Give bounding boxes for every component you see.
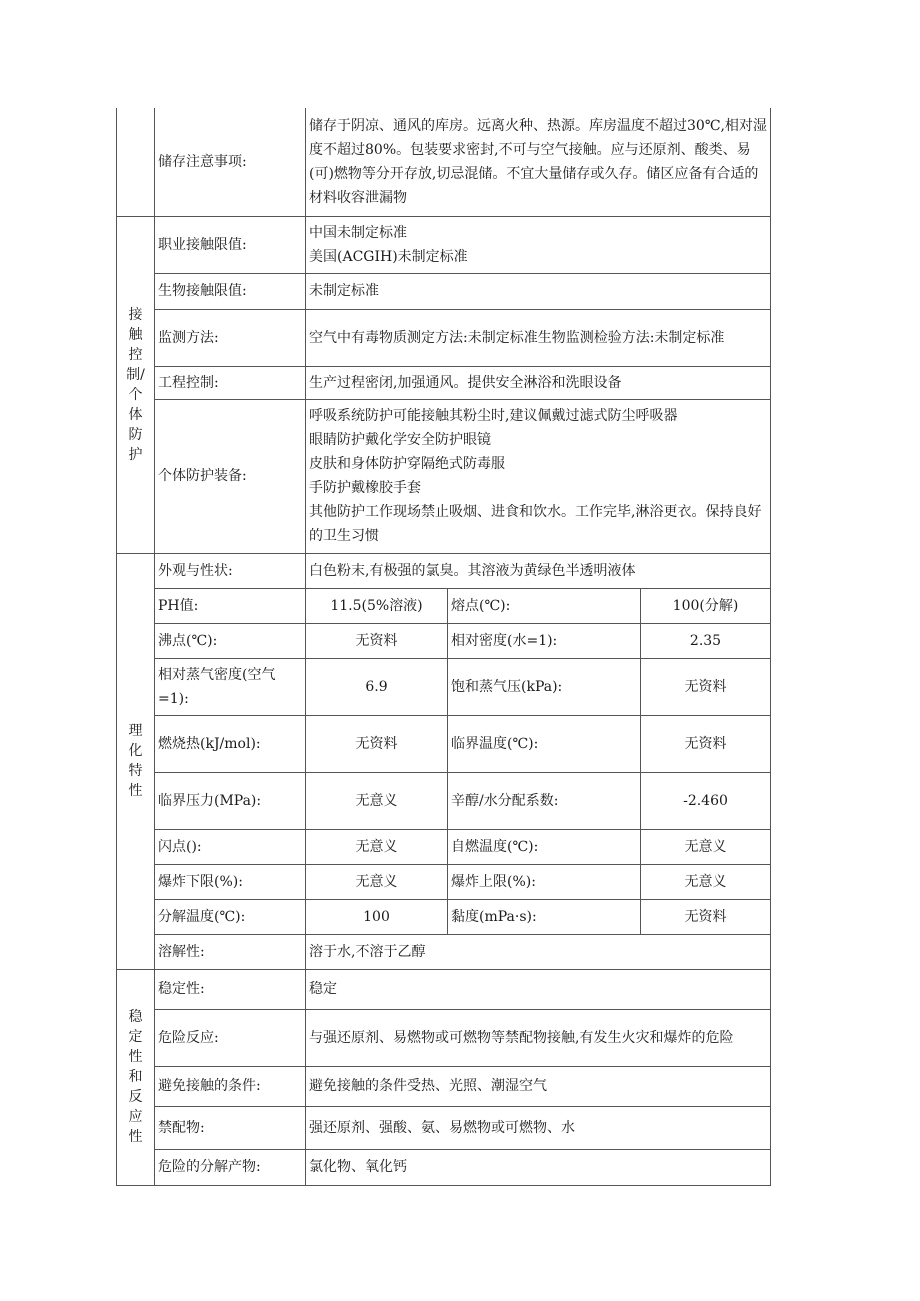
- property-value: -2.460: [641, 772, 771, 829]
- property-value: 无资料: [641, 899, 771, 934]
- stability-label: 危险反应:: [155, 1009, 306, 1066]
- bio-limit-label: 生物接触限值:: [155, 273, 306, 309]
- property-value: 6.9: [306, 658, 448, 715]
- property-value: 无意义: [641, 864, 771, 899]
- storage-row: [117, 108, 771, 216]
- property-label: 相对密度(水=1):: [448, 623, 641, 658]
- stability-row: [117, 1149, 771, 1185]
- ppe-value: [306, 399, 771, 553]
- monitor-label: 监测方法:: [155, 309, 306, 366]
- ppe-line: 手防护戴橡胶手套: [309, 480, 421, 496]
- property-label: 相对蒸气密度(空气=1):: [155, 658, 306, 715]
- stability-value: 与强还原剂、易燃物或可燃物等禁配物接触,有发生火灾和爆炸的危险: [306, 1009, 771, 1066]
- stability-value: 稳定: [306, 969, 771, 1009]
- monitor-row: [117, 309, 771, 366]
- stability-row: [117, 969, 771, 1009]
- stability-value: 避免接触的条件受热、光照、潮湿空气: [306, 1066, 771, 1106]
- ppe-line: 其他防护工作现场禁止吸烟、进食和饮水。工作完毕,淋浴更衣。保持良好的卫生习惯: [309, 504, 762, 544]
- property-label: 燃烧热(kJ/mol):: [155, 715, 306, 772]
- appearance-value: 白色粉末,有极强的氯臭。其溶液为黄绿色半透明液体: [306, 553, 771, 588]
- ppe-label: 个体防护装备:: [155, 399, 306, 553]
- property-value: 100: [306, 899, 448, 934]
- occ-limit-line: 中国未制定标准: [309, 224, 407, 241]
- property-label: 辛醇/水分配系数:: [448, 772, 641, 829]
- property-label: 爆炸下限(%):: [155, 864, 306, 899]
- bio-limit-value: 未制定标准: [306, 273, 771, 309]
- solubility-label: 溶解性:: [155, 934, 306, 969]
- property-value: 无资料: [306, 623, 448, 658]
- property-row: [117, 899, 771, 934]
- stability-label: 稳定性:: [155, 969, 306, 1009]
- property-value: 无资料: [641, 715, 771, 772]
- ppe-line: 呼吸系统防护可能接触其粉尘时,建议佩戴过滤式防尘呼吸器: [309, 408, 678, 424]
- bio-limit-row: [117, 273, 771, 309]
- ppe-row: [117, 399, 771, 553]
- ppe-line: 眼睛防护戴化学安全防护眼镜: [309, 432, 491, 448]
- appearance-label: 外观与性状:: [155, 553, 306, 588]
- physchem-section-title: 理化特性: [117, 553, 155, 969]
- property-label: 自燃温度(℃):: [448, 829, 641, 864]
- property-label: 临界温度(℃):: [448, 715, 641, 772]
- storage-label: 储存注意事项:: [155, 108, 306, 216]
- property-label: 临界压力(MPa):: [155, 772, 306, 829]
- property-label: 饱和蒸气压(kPa):: [448, 658, 641, 715]
- eng-control-label: 工程控制:: [155, 366, 306, 399]
- property-label: 沸点(℃):: [155, 623, 306, 658]
- eng-control-row: [117, 366, 771, 399]
- property-label: 闪点():: [155, 829, 306, 864]
- property-value: 2.35: [641, 623, 771, 658]
- property-label: 黏度(mPa·s):: [448, 899, 641, 934]
- property-row: [117, 829, 771, 864]
- property-value: 无资料: [641, 658, 771, 715]
- property-value: 100(分解): [641, 588, 771, 623]
- property-label: PH值:: [155, 588, 306, 623]
- eng-control-value: 生产过程密闭,加强通风。提供安全淋浴和洗眼设备: [306, 366, 771, 399]
- occ-limit-line: 美国(ACGIH)未制定标准: [309, 248, 468, 265]
- stability-row: [117, 1009, 771, 1066]
- solubility-row: [117, 934, 771, 969]
- occ-limit-row: [117, 216, 771, 273]
- appearance-row: [117, 553, 771, 588]
- property-label: 分解温度(℃):: [155, 899, 306, 934]
- monitor-value: 空气中有毒物质测定方法:未制定标准生物监测检验方法:未制定标准: [306, 309, 771, 366]
- property-row: [117, 623, 771, 658]
- property-value: 无意义: [306, 829, 448, 864]
- stability-label: 危险的分解产物:: [155, 1149, 306, 1185]
- stability-label: 避免接触的条件:: [155, 1066, 306, 1106]
- ppe-line: 皮肤和身体防护穿隔绝式防毒服: [309, 456, 505, 472]
- property-value: 无意义: [306, 772, 448, 829]
- property-label: 爆炸上限(%):: [448, 864, 641, 899]
- property-label: 熔点(℃):: [448, 588, 641, 623]
- solubility-value: 溶于水,不溶于乙醇: [306, 934, 771, 969]
- property-value: 无意义: [641, 829, 771, 864]
- stability-row: [117, 1106, 771, 1149]
- property-row: [117, 772, 771, 829]
- stability-row: [117, 1066, 771, 1106]
- property-row: [117, 658, 771, 715]
- stability-value: 氯化物、氧化钙: [306, 1149, 771, 1185]
- occ-limit-value: [306, 216, 771, 273]
- stability-section-title: 稳定性和反应性: [117, 969, 155, 1185]
- property-row: [117, 864, 771, 899]
- stability-label: 禁配物:: [155, 1106, 306, 1149]
- storage-section-cell: [117, 108, 155, 216]
- property-value: 无资料: [306, 715, 448, 772]
- stability-value: 强还原剂、强酸、氨、易燃物或可燃物、水: [306, 1106, 771, 1149]
- property-value: 无意义: [306, 864, 448, 899]
- storage-text: 储存于阴凉、通风的库房。远离火种、热源。库房温度不超过30℃,相对湿度不超过80%。包装要求密封,不可与空气接触。应与还原剂、酸类、易(可)燃物等分开存放,切忌混储。不宜大量储存或久存。储区应备有合适的材料收容泄漏物: [306, 108, 771, 216]
- property-row: [117, 715, 771, 772]
- property-row: [117, 588, 771, 623]
- occ-limit-label: 职业接触限值:: [155, 216, 306, 273]
- msds-table: [116, 108, 771, 1186]
- property-value: 11.5(5%溶液): [306, 588, 448, 623]
- exposure-section-title: 接触控制/个体防护: [117, 216, 155, 553]
